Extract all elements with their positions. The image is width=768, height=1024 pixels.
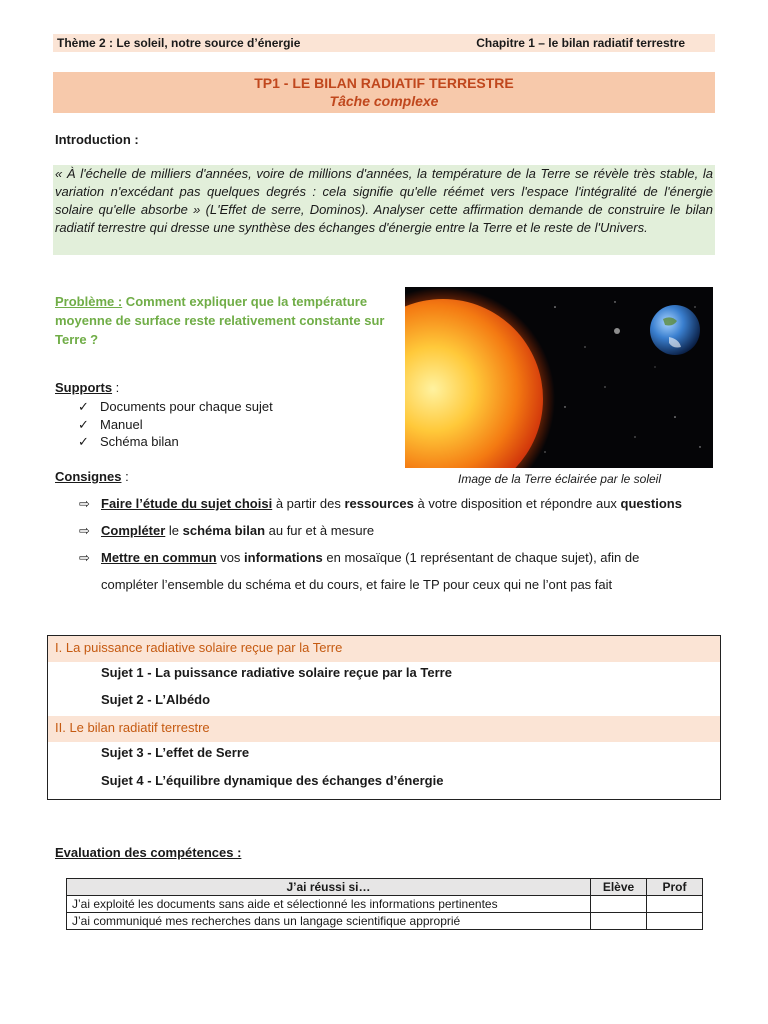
support-item-label: Manuel	[100, 416, 143, 432]
consigne-text: le	[165, 523, 183, 538]
section-heading-2	[48, 716, 720, 742]
consignes-colon: :	[121, 469, 129, 484]
teacher-cell[interactable]	[647, 896, 703, 913]
sun-earth-illustration	[405, 287, 713, 468]
arrow-right-icon: ⇨	[79, 496, 90, 511]
probleme-question: Comment expliquer que la température moyenne de surface reste relativement constante sur Terre ?	[55, 294, 385, 347]
column-header: Elève	[591, 879, 647, 896]
page-subtitle: Tâche complexe	[329, 93, 439, 109]
probleme-label: Problème :	[55, 294, 123, 309]
student-cell[interactable]	[591, 913, 647, 930]
consigne-text: vos	[216, 550, 245, 565]
teacher-cell[interactable]	[647, 913, 703, 930]
title-box	[53, 72, 715, 113]
image-caption: Image de la Terre éclairée par le soleil	[458, 472, 661, 486]
page-header	[53, 34, 715, 52]
column-header: J’ai réussi si…	[67, 879, 591, 896]
header-chapter: Chapitre 1 – le bilan radiatif terrestre	[476, 36, 685, 50]
intro-quote: « À l'échelle de milliers d'années, voire de millions d'années, la température de la Terre se révèle très stable, la variation n'excédant pas quelques degrés : cela signifie qu'elle réémet vers l'espace l'intégralité de l'énergie solaire qu'elle absorbe » (L'Effet de serre, Dominos). Analyser cette affirmation demande de construire le bilan radiatif terrestre qui dresse une synthèse des échanges d'énergie entre la Terre et le reste de l'Univers.	[53, 165, 715, 255]
student-cell[interactable]	[591, 896, 647, 913]
column-header: Prof	[647, 879, 703, 896]
subject-2: Sujet 2 - L’Albédo	[101, 692, 211, 707]
subjects-box	[47, 635, 721, 800]
support-item-label: Documents pour chaque sujet	[100, 399, 273, 414]
consigne-keyword: schéma bilan	[182, 523, 266, 538]
check-icon: ✓	[78, 434, 89, 449]
consigne-keyword: questions	[620, 496, 682, 511]
criterion-cell: J’ai exploité les documents sans aide et sélectionné les informations pertinentes	[67, 896, 591, 913]
subject-3: Sujet 3 - L’effet de Serre	[101, 745, 250, 760]
criterion-cell: J’ai communiqué mes recherches dans un langage scientifique approprié	[67, 913, 591, 930]
section-title: II. Le bilan radiatif terrestre	[55, 720, 210, 735]
consigne-1	[79, 490, 713, 517]
consigne-keyword: informations	[244, 550, 323, 565]
consigne-text: à partir des	[272, 496, 345, 511]
section-heading-1	[48, 636, 720, 662]
supports-list	[78, 398, 273, 451]
supports-label: Supports	[55, 380, 113, 395]
supports-heading	[55, 380, 119, 395]
evaluation-table	[66, 878, 703, 930]
consignes-heading	[55, 469, 129, 484]
supports-colon: :	[112, 380, 120, 395]
intro-label: Introduction :	[55, 132, 139, 147]
probleme-text	[55, 292, 397, 349]
arrow-right-icon: ⇨	[79, 550, 90, 565]
consigne-keyword: ressources	[344, 496, 414, 511]
table-row	[67, 896, 703, 913]
consigne-keyword: Mettre en commun	[101, 550, 217, 565]
consigne-2	[79, 517, 713, 544]
consigne-text: à votre disposition et répondre aux	[413, 496, 621, 511]
evaluation-heading: Evaluation des compétences :	[55, 845, 242, 860]
consigne-text: en mosaïque (1 représentant de chaque sujet), afin de	[322, 550, 640, 565]
check-icon: ✓	[78, 399, 89, 414]
consigne-text: au fur et à mesure	[265, 523, 375, 538]
list-item	[78, 398, 273, 416]
consigne-text-continued: compléter l’ensemble du schéma et du cours, et faire le TP pour ceux qui ne l’ont pas fait	[101, 577, 613, 592]
subject-4: Sujet 4 - L’équilibre dynamique des échanges d’énergie	[101, 773, 444, 788]
header-theme: Thème 2 : Le soleil, notre source d’énergie	[57, 36, 301, 50]
consignes-label: Consignes	[55, 469, 122, 484]
page-title: TP1 - LE BILAN RADIATIF TERRESTRE	[254, 75, 514, 91]
section-title: I. La puissance radiative solaire reçue par la Terre	[55, 640, 343, 655]
consigne-keyword: Faire l’étude du sujet choisi	[101, 496, 273, 511]
consigne-3	[79, 544, 713, 598]
table-row	[67, 913, 703, 930]
sun-earth-image	[405, 287, 713, 468]
list-item	[78, 433, 273, 451]
arrow-right-icon: ⇨	[79, 523, 90, 538]
list-item	[78, 416, 273, 434]
subject-1: Sujet 1 - La puissance radiative solaire reçue par la Terre	[101, 665, 452, 680]
check-icon: ✓	[78, 416, 89, 432]
support-item-label: Schéma bilan	[100, 434, 179, 449]
consigne-keyword: Compléter	[101, 523, 166, 538]
table-header-row	[67, 879, 703, 896]
